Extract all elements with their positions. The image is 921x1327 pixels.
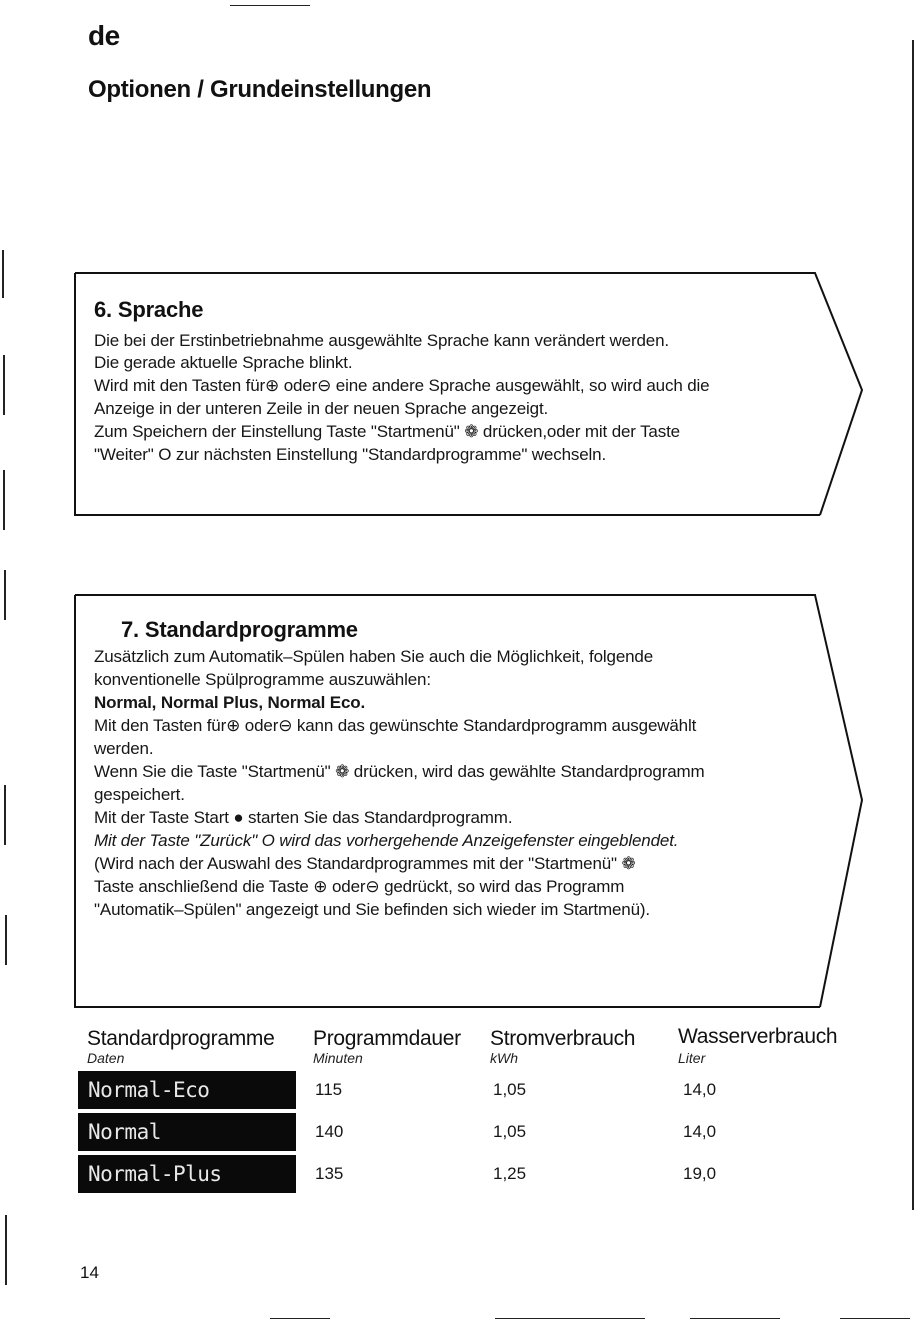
section-6-line: "Weiter" O zur nächsten Einstellung "Standardprogramme" wechseln. <box>94 445 607 464</box>
section-6-heading: 6. Sprache <box>94 297 204 322</box>
section-7-line: "Automatik–Spülen" angezeigt und Sie befinden sich wieder im Startmenü). <box>94 900 650 919</box>
power-cell: 1,05 <box>493 1122 527 1141</box>
section-6-line: Wird mit den Tasten für⊕ oder⊖ eine andere Sprache ausgewählt, so wird auch die <box>94 376 710 395</box>
lcd-display-normal-eco: Normal-Eco <box>78 1071 296 1109</box>
section-7-line: Zusätzlich zum Automatik–Spülen haben Sie auch die Möglichkeit, folgende <box>94 647 654 666</box>
language-code: de <box>88 20 120 51</box>
duration-cell: 140 <box>315 1122 344 1141</box>
section-7-line: Taste anschließend die Taste ⊕ oder⊖ gedrückt, so wird das Programm <box>94 877 625 896</box>
column-heading-program: Standardprogramme <box>87 1027 275 1050</box>
lcd-display-normal: Normal <box>78 1113 296 1151</box>
column-heading-power: Stromverbrauch <box>490 1027 636 1050</box>
water-cell: 19,0 <box>683 1164 717 1183</box>
section-6-line: Die gerade aktuelle Sprache blinkt. <box>94 353 353 372</box>
power-cell: 1,25 <box>493 1164 527 1183</box>
section-7-line: werden. <box>94 739 154 758</box>
section-7-line: konventionelle Spülprogramme auszuwählen: <box>94 670 431 689</box>
section-6-line: Zum Speichern der Einstellung Taste "Startmenü" ❁ drücken,oder mit der Taste <box>94 422 680 441</box>
duration-cell: 115 <box>315 1080 343 1099</box>
section-7-line: Mit der Taste Start ● starten Sie das Standardprogramm. <box>94 808 513 827</box>
section-7-line: Wenn Sie die Taste "Startmenü" ❁ drücken, wird das gewählte Standardprogramm <box>94 762 705 781</box>
page-number: 14 <box>80 1263 99 1282</box>
section-6-line: Anzeige in der unteren Zeile in der neuen Sprache angezeigt. <box>94 399 549 418</box>
column-heading-duration: Programmdauer <box>313 1027 461 1050</box>
column-unit-water: Liter <box>678 1050 706 1066</box>
page-title: Optionen / Grundeinstellungen <box>88 76 432 103</box>
column-unit-program: Daten <box>87 1050 125 1066</box>
water-cell: 14,0 <box>683 1080 717 1099</box>
section-7-line: Mit den Tasten für⊕ oder⊖ kann das gewünschte Standardprogramm ausgewählt <box>94 716 697 735</box>
duration-cell: 135 <box>315 1164 344 1183</box>
section-7-line: (Wird nach der Auswahl des Standardprogrammes mit der "Startmenü" ❁ <box>94 854 636 873</box>
section-7-heading: 7. Standardprogramme <box>121 617 358 642</box>
column-unit-power: kWh <box>490 1050 518 1066</box>
column-heading-water: Wasserverbrauch <box>678 1025 838 1048</box>
section-7-line: Mit der Taste "Zurück" O wird das vorhergehende Anzeigefenster eingeblendet. <box>94 831 679 850</box>
section-6-line: Die bei der Erstinbetriebnahme ausgewählte Sprache kann verändert werden. <box>94 331 669 350</box>
water-cell: 14,0 <box>683 1122 717 1141</box>
section-7-line: gespeichert. <box>94 785 185 804</box>
power-cell: 1,05 <box>493 1080 527 1099</box>
lcd-display-normal-plus: Normal-Plus <box>78 1155 296 1193</box>
column-unit-duration: Minuten <box>313 1050 363 1066</box>
section-7-line: Normal, Normal Plus, Normal Eco. <box>94 693 366 712</box>
